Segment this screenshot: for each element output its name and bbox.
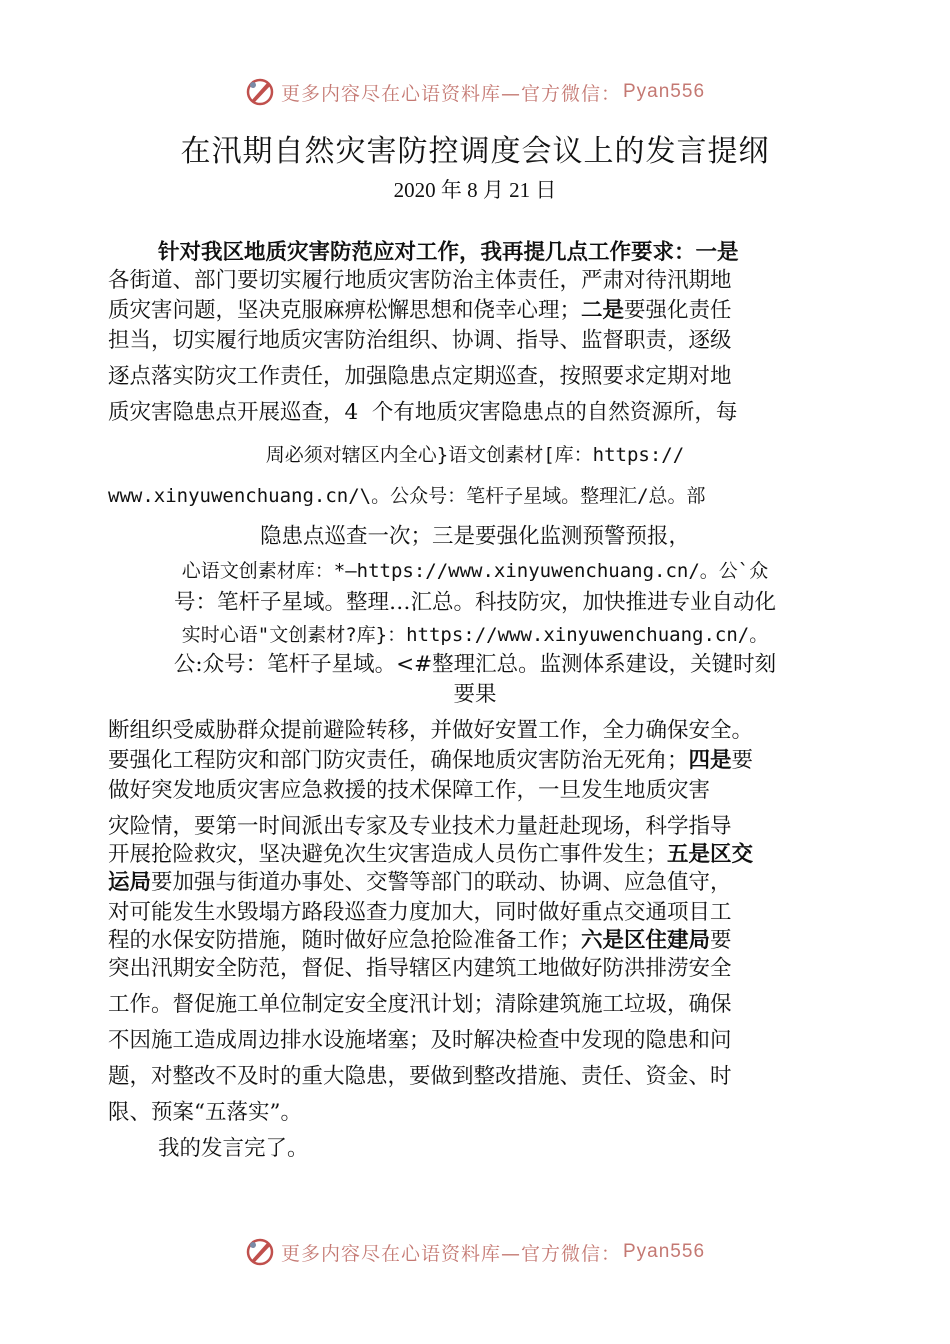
line-text: 我的发言完了。 xyxy=(158,1136,309,1161)
paragraph-line xyxy=(0,620,950,650)
paragraph-line xyxy=(108,1062,732,1092)
paragraph-line xyxy=(108,1026,732,1056)
line-text: 针对我区地质灾害防范应对工作，我再提几点工作要求：一是 xyxy=(158,240,739,265)
paragraph-line xyxy=(0,440,950,470)
line-text: 要加强与街道办事处、交警等部门的联动、协调、应急值守， xyxy=(151,870,732,895)
line-bold-text: 二是 xyxy=(581,298,625,323)
paragraph-line xyxy=(108,296,732,326)
line-text: 对可能发生水毁塌方路段巡查力度加大，同时做好重点交通项目工 xyxy=(108,900,732,925)
line-bold-text: 四是 xyxy=(688,748,732,773)
line-text: 要 xyxy=(731,748,754,773)
line-text: www.xinyuwenchuang.cn/\。公众号：笔杆子星域。整理汇/总。部 xyxy=(108,485,706,507)
paragraph-line xyxy=(108,481,706,511)
line-bold-text: 六是区住建局 xyxy=(581,928,711,953)
line-text: 周必须对辖区内全心}语文创素材[库：https:// xyxy=(265,444,685,466)
paragraph-line xyxy=(108,1098,302,1128)
paragraph-line xyxy=(108,266,732,296)
paragraph-line xyxy=(108,326,732,356)
watermark-text: 更多内容尽在心语资料库—官方微信： xyxy=(280,1242,621,1265)
line-text: 工作。督促施工单位制定安全度汛计划；清除建筑施工垃圾，确保 xyxy=(108,992,732,1017)
line-text: 要果 xyxy=(453,682,497,707)
paragraph-line xyxy=(108,812,732,842)
line-text: 隐患点巡查一次；三是要强化监测预警预报， xyxy=(259,524,690,549)
document-title: 在汛期自然灾害防控调度会议上的发言提纲 xyxy=(180,134,770,169)
line-text: 公:众号：笔杆子星域。<#整理汇总。监测体系建设，关键时刻 xyxy=(173,652,777,677)
paragraph-line xyxy=(0,650,950,680)
line-text: 突出汛期安全防范，督促、指导辖区内建筑工地做好防洪排涝安全 xyxy=(108,956,732,981)
paragraph-line xyxy=(108,840,753,870)
line-text: 做好突发地质灾害应急救援的技术保障工作，一旦发生地质灾害 xyxy=(108,778,711,803)
line-bold-text: 运局 xyxy=(108,870,152,895)
paragraph-line xyxy=(108,362,732,392)
quill-logo-icon xyxy=(245,77,275,107)
line-text: 开展抢险救灾，坚决避免次生灾害造成人员伤亡事件发生； xyxy=(108,842,668,867)
line-text: 各街道、部门要切实履行地质灾害防治主体责任，严肃对待汛期地 xyxy=(108,268,732,293)
line-text: 不因施工造成周边排水设施堵塞；及时解决检查中发现的隐患和问 xyxy=(108,1028,732,1053)
line-text: 限、预案“五落实”。 xyxy=(108,1100,302,1125)
watermark-banner-bottom xyxy=(0,1232,950,1272)
watermark-text: 更多内容尽在心语资料库—官方微信： xyxy=(280,82,621,105)
closing-line xyxy=(158,1134,309,1164)
line-text: 断组织受威胁群众提前避险转移，并做好安置工作，全力确保安全。 xyxy=(108,718,754,743)
document-date: 2020 年 8 月 21 日 xyxy=(393,178,557,202)
paragraph-line xyxy=(0,556,950,586)
line-text: 题，对整改不及时的重大隐患，要做到整改措施、责任、资金、时 xyxy=(108,1064,732,1089)
watermark-account: Pyan556 xyxy=(623,1241,706,1262)
watermark-banner-top xyxy=(0,72,950,112)
paragraph-line xyxy=(158,238,739,268)
paragraph-line xyxy=(108,954,732,984)
line-text: 程的水保安防措施，随时做好应急抢险准备工作； xyxy=(108,928,582,953)
line-text: 要强化责任 xyxy=(624,298,732,323)
line-text: 实时心语"文创素材?库}：https://www.xinyuwenchuang.cn/。 xyxy=(181,624,769,646)
paragraph-line xyxy=(108,868,732,898)
paragraph-line xyxy=(108,746,753,776)
line-text: 心语文创素材库：*—https://www.xinyuwenchuang.cn/。公`众 xyxy=(181,560,769,582)
paragraph-line xyxy=(0,522,950,552)
line-text: 号：笔杆子星域。整理…汇总。科技防灾，加快推进专业自动化 xyxy=(173,590,776,615)
line-text: 质灾害问题，坚决克服麻痹松懈思想和侥幸心理； xyxy=(108,298,582,323)
line-text: 质灾害隐患点开展巡查，4 个有地质灾害隐患点的自然资源所，每 xyxy=(108,400,738,425)
line-text: 担当，切实履行地质灾害防治组织、协调、指导、监督职责，逐级 xyxy=(108,328,732,353)
line-text: 要强化工程防灾和部门防灾责任，确保地质灾害防治无死角； xyxy=(108,748,689,773)
paragraph-line xyxy=(108,898,732,928)
line-text: 灾险情，要第一时间派出专家及专业技术力量赶赴现场，科学指导 xyxy=(108,814,732,839)
paragraph-line xyxy=(108,716,753,746)
line-text: 逐点落实防灾工作责任，加强隐患点定期巡查，按照要求定期对地 xyxy=(108,364,732,389)
line-bold-text: 五是区交 xyxy=(667,842,754,867)
paragraph-line xyxy=(108,990,732,1020)
paragraph-line xyxy=(108,776,710,806)
paragraph-line xyxy=(108,926,732,956)
quill-logo-icon xyxy=(245,1237,275,1267)
paragraph-line xyxy=(108,398,737,428)
watermark-account: Pyan556 xyxy=(623,81,706,102)
paragraph-line xyxy=(0,680,950,710)
paragraph-line xyxy=(0,588,950,618)
line-text: 要 xyxy=(710,928,732,953)
